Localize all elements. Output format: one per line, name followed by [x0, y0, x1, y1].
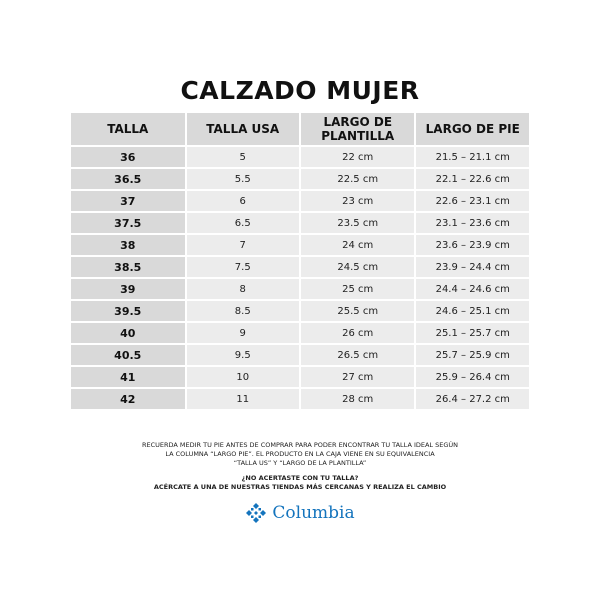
largo-pie-cell: 24.4 – 24.6 cm [416, 279, 529, 299]
talla-cell: 38.5 [71, 257, 185, 277]
largo-plantilla-cell: 23 cm [301, 191, 415, 211]
table-row [71, 301, 529, 321]
table-row [71, 257, 529, 277]
largo-plantilla-cell: 24.5 cm [301, 257, 415, 277]
header-largo-plantilla-line1: LARGO DE [323, 115, 393, 129]
note-line-2: LA COLUMNA “LARGO PIE”. EL PRODUCTO EN LA CAJA VIENE EN SU EQUIVALENCIA [165, 450, 435, 458]
talla-cell: 36.5 [71, 169, 185, 189]
largo-pie-cell: 26.4 – 27.2 cm [416, 389, 529, 409]
largo-plantilla-cell: 25.5 cm [301, 301, 415, 321]
largo-plantilla-cell: 26.5 cm [301, 345, 415, 365]
table-row [71, 389, 529, 409]
columbia-diamond-logo-icon [245, 502, 267, 524]
talla-usa-cell: 6.5 [187, 213, 299, 233]
note-line-3: “TALLA US” Y “LARGO DE LA PLANTILLA” [233, 459, 367, 467]
talla-usa-cell: 7.5 [187, 257, 299, 277]
size-chart-table [69, 111, 531, 411]
note-line-1: RECUERDA MEDIR TU PIE ANTES DE COMPRAR PARA PODER ENCONTRAR TU TALLA IDEAL SEGÚN [141, 441, 459, 449]
largo-plantilla-cell: 25 cm [301, 279, 415, 299]
instructions-note [0, 441, 600, 492]
largo-plantilla-cell: 22 cm [301, 147, 415, 167]
talla-usa-cell: 5.5 [187, 169, 299, 189]
talla-usa-cell: 6 [187, 191, 299, 211]
talla-usa-cell: 11 [187, 389, 299, 409]
table-row [71, 367, 529, 387]
talla-cell: 42 [71, 389, 185, 409]
talla-cell: 39.5 [71, 301, 185, 321]
talla-usa-cell: 9.5 [187, 345, 299, 365]
largo-plantilla-cell: 22.5 cm [301, 169, 415, 189]
largo-pie-cell: 21.5 – 21.1 cm [416, 147, 529, 167]
talla-cell: 37.5 [71, 213, 185, 233]
largo-plantilla-cell: 23.5 cm [301, 213, 415, 233]
largo-plantilla-cell: 27 cm [301, 367, 415, 387]
header-talla-usa: TALLA USA [187, 113, 299, 145]
largo-pie-cell: 25.1 – 25.7 cm [416, 323, 529, 343]
largo-plantilla-cell: 28 cm [301, 389, 415, 409]
talla-cell: 39 [71, 279, 185, 299]
largo-pie-cell: 22.1 – 22.6 cm [416, 169, 529, 189]
header-largo-plantilla-line2: PLANTILLA [321, 129, 395, 143]
table-row [71, 191, 529, 211]
largo-pie-cell: 23.1 – 23.6 cm [416, 213, 529, 233]
header-talla: TALLA [71, 113, 185, 145]
talla-usa-cell: 7 [187, 235, 299, 255]
talla-cell: 37 [71, 191, 185, 211]
table-row [71, 213, 529, 233]
note-line-4: ¿NO ACERTASTE CON TU TALLA? [241, 474, 359, 482]
largo-pie-cell: 23.9 – 24.4 cm [416, 257, 529, 277]
table-row [71, 235, 529, 255]
talla-usa-cell: 8.5 [187, 301, 299, 321]
header-largo-pie: LARGO DE PIE [416, 113, 529, 145]
largo-plantilla-cell: 26 cm [301, 323, 415, 343]
table-row [71, 147, 529, 167]
page-title: CALZADO MUJER [180, 76, 420, 105]
talla-usa-cell: 5 [187, 147, 299, 167]
largo-plantilla-cell: 24 cm [301, 235, 415, 255]
largo-pie-cell: 25.7 – 25.9 cm [416, 345, 529, 365]
talla-cell: 40.5 [71, 345, 185, 365]
header-largo-plantilla [301, 113, 415, 145]
table-row [71, 169, 529, 189]
brand-logo [0, 502, 600, 524]
talla-usa-cell: 8 [187, 279, 299, 299]
talla-usa-cell: 10 [187, 367, 299, 387]
largo-pie-cell: 25.9 – 26.4 cm [416, 367, 529, 387]
talla-cell: 38 [71, 235, 185, 255]
table-row [71, 345, 529, 365]
largo-pie-cell: 22.6 – 23.1 cm [416, 191, 529, 211]
largo-pie-cell: 23.6 – 23.9 cm [416, 235, 529, 255]
talla-usa-cell: 9 [187, 323, 299, 343]
note-line-5: ACÉRCATE A UNA DE NUESTRAS TIENDAS MÁS CERCANAS Y REALIZA EL CAMBIO [153, 483, 447, 491]
brand-name: Columbia [272, 503, 355, 523]
talla-cell: 36 [71, 147, 185, 167]
largo-pie-cell: 24.6 – 25.1 cm [416, 301, 529, 321]
table-header-row [71, 113, 529, 145]
talla-cell: 40 [71, 323, 185, 343]
table-row [71, 323, 529, 343]
table-row [71, 279, 529, 299]
talla-cell: 41 [71, 367, 185, 387]
